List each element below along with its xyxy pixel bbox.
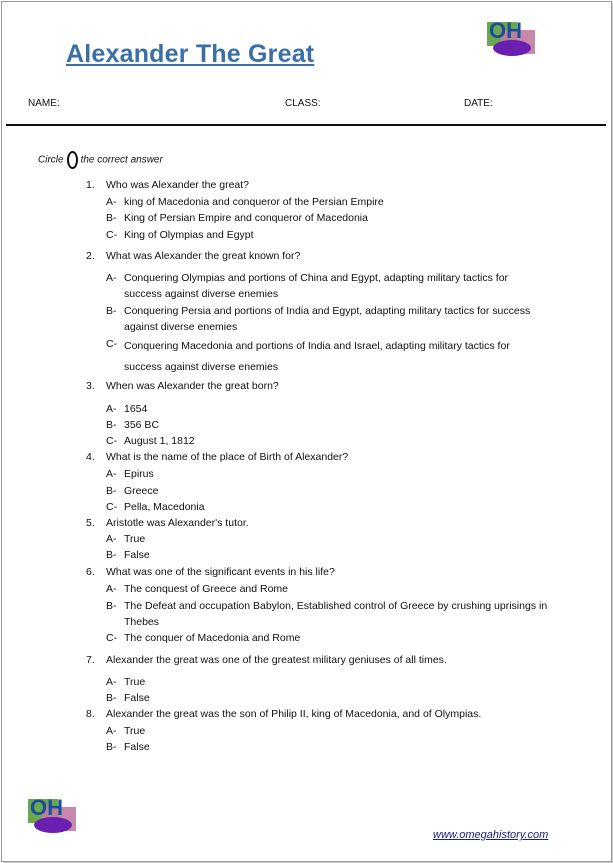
option-text: King of Persian Empire and conqueror of Macedonia [124, 212, 368, 224]
option-letter: A- [106, 403, 117, 415]
option-letter: A- [106, 533, 117, 545]
question-text: Alexander the great was the son of Philip II, king of Macedonia, and of Olympias. [106, 708, 482, 720]
omega-history-logo [487, 18, 539, 60]
question-text: Alexander the great was one of the greatest military geniuses of all times. [106, 654, 447, 666]
option-letter: B- [106, 549, 117, 561]
option-letter: A- [106, 725, 117, 737]
question-text: What was one of the significant events in his life? [106, 566, 335, 578]
option-letter: B- [106, 419, 117, 431]
question-text: What is the name of the place of Birth of Alexander? [106, 451, 349, 463]
option-text: The conquer of Macedonia and Rome [124, 632, 301, 644]
header-divider [6, 124, 606, 126]
circle-icon [67, 151, 78, 169]
option-letter: B- [106, 741, 117, 753]
option-text: King of Olympias and Egypt [124, 229, 254, 241]
option-text: Epirus [124, 468, 154, 480]
question-text: What was Alexander the great known for? [106, 250, 301, 262]
option-letter: B- [106, 305, 117, 317]
logo-text: OH [489, 18, 522, 43]
instructions [38, 151, 163, 169]
option-text: The Defeat and occupation Babylon, Established control of Greece by crushing uprisings in Thebes [124, 600, 548, 628]
option-letter: B- [106, 212, 117, 224]
option-letter: C- [106, 229, 118, 241]
option-letter: A- [106, 196, 117, 208]
option-text: 1654 [124, 403, 148, 415]
option-text: king of Macedonia and conqueror of the Persian Empire [124, 196, 384, 208]
name-label: NAME: [28, 98, 60, 109]
logo-text: OH [30, 795, 63, 820]
option-text: True [124, 533, 146, 545]
question-number: 5. [86, 517, 95, 529]
option-text: Conquering Persia and portions of India and Egypt, adapting military tactics for success against diverse enemies [124, 305, 531, 333]
option-text: False [124, 549, 150, 561]
question-text: When was Alexander the great born? [106, 380, 279, 392]
option-text: Greece [124, 485, 159, 497]
question-number: 8. [86, 708, 95, 720]
question-number: 3. [86, 380, 95, 392]
option-letter: A- [106, 583, 117, 595]
omega-history-logo-footer [28, 795, 80, 837]
option-text: Conquering Olympias and portions of China and Egypt, adapting military tactics for success against diverse enemies [124, 272, 509, 300]
option-letter: C- [106, 632, 118, 644]
option-text: August 1, 1812 [124, 435, 195, 447]
question-number: 6. [86, 566, 95, 578]
option-letter: A- [106, 468, 117, 480]
option-letter: C- [106, 338, 118, 350]
question-number: 2. [86, 250, 95, 262]
class-label: CLASS: [285, 98, 321, 109]
option-letter: C- [106, 501, 118, 513]
instruction-before: Circle [38, 154, 64, 166]
option-text: Conquering Macedonia and portions of India and Israel, adapting military tactics for success against diverse enemies [124, 340, 510, 373]
option-letter: B- [106, 485, 117, 497]
option-text: The conquest of Greece and Rome [124, 583, 289, 595]
date-label: DATE: [464, 98, 493, 109]
option-letter: B- [106, 600, 117, 612]
option-text: True [124, 725, 146, 737]
question-text: Aristotle was Alexander's tutor. [106, 517, 249, 529]
option-text: False [124, 692, 150, 704]
option-letter: A- [106, 676, 117, 688]
question-number: 4. [86, 451, 95, 463]
option-text: 356 BC [124, 419, 160, 431]
question-text: Who was Alexander the great? [106, 179, 250, 191]
option-text: Pella, Macedonia [124, 501, 205, 513]
question-number: 1. [86, 179, 95, 191]
option-text: False [124, 741, 150, 753]
option-text: True [124, 676, 146, 688]
instruction-after: the correct answer [80, 154, 163, 166]
page-title: Alexander The Great [66, 40, 315, 68]
option-letter: B- [106, 692, 117, 704]
option-letter: C- [106, 435, 118, 447]
website-link[interactable]: www.omegahistory.com [433, 829, 549, 841]
question-number: 7. [86, 654, 95, 666]
option-letter: A- [106, 272, 117, 284]
